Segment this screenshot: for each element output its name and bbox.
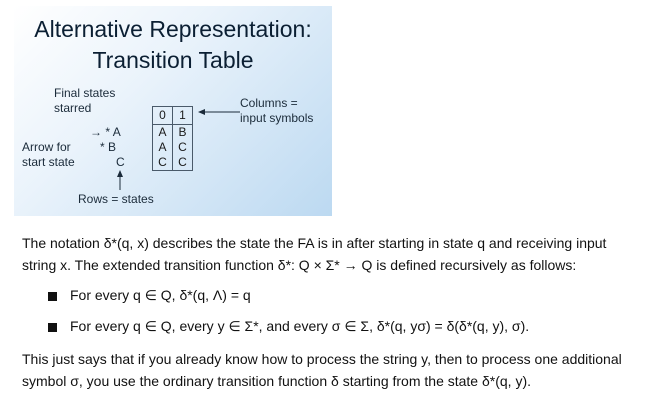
columns-line1: Columns = xyxy=(240,96,298,110)
bullet-icon xyxy=(48,292,57,301)
table-row xyxy=(153,140,193,155)
arrow-for-start-label xyxy=(22,140,75,170)
arrow-for-start-line2: start state xyxy=(22,155,75,169)
paragraph-explanation-line1: This just says that if you already know how to process the string y, then to process one additional xyxy=(22,351,622,367)
final-states-line1: Final states xyxy=(54,86,116,100)
table-cell: B xyxy=(173,125,193,141)
final-marker: * xyxy=(100,140,105,154)
rows-label: Rows = states xyxy=(78,192,154,206)
transition-table xyxy=(152,106,193,171)
paragraph-notation-line1: The notation δ*(q, x) describes the state the FA is in after starting in state q and receiving input xyxy=(22,235,607,251)
paragraph-explanation xyxy=(22,348,622,392)
row-label-A xyxy=(90,125,121,140)
bullet-icon xyxy=(48,323,57,332)
row-state-A: A xyxy=(112,125,121,139)
row-label-B xyxy=(100,140,116,155)
paragraph-notation xyxy=(22,232,606,276)
rows-arrow-icon xyxy=(115,170,125,190)
header-cell: 0 xyxy=(153,107,173,125)
columns-line2: input symbols xyxy=(240,111,314,125)
table-row xyxy=(153,155,193,171)
table-cell: A xyxy=(153,140,173,155)
slide-title-line1: Alternative Representation: xyxy=(34,16,312,42)
row-state-C: C xyxy=(116,155,125,169)
final-states-line2: starred xyxy=(54,101,92,115)
bullet-base-case: For every q ∈ Q, δ*(q, Λ) = q xyxy=(70,287,251,303)
start-final-marker: → * xyxy=(90,125,111,139)
slide-title-line2: Transition Table xyxy=(92,47,254,73)
arrow-for-start-line1: Arrow for xyxy=(22,140,71,154)
slide-image xyxy=(14,6,332,216)
table-cell: C xyxy=(173,155,193,171)
table-header-row xyxy=(153,107,193,125)
columns-label xyxy=(240,96,313,126)
table-cell: C xyxy=(153,155,173,171)
bullet-recursive-case: For every q ∈ Q, every y ∈ Σ*, and every σ ∈ Σ, δ*(q, yσ) = δ(δ*(q, y), σ). xyxy=(70,318,530,334)
slide-title xyxy=(14,14,332,76)
table-cell: A xyxy=(153,125,173,141)
header-cell: 1 xyxy=(173,107,193,125)
table-row xyxy=(153,125,193,141)
table-cell: C xyxy=(173,140,193,155)
paragraph-explanation-line2: symbol σ, you use the ordinary transition function δ starting from the state δ*(q, y). xyxy=(22,373,532,389)
final-states-label xyxy=(54,86,115,116)
row-label-C xyxy=(116,155,125,170)
row-state-B: B xyxy=(108,140,117,154)
columns-arrow-icon xyxy=(198,107,242,117)
paragraph-notation-line2: string x. The extended transition function δ*: Q × Σ* → Q is defined recursively as follows: xyxy=(22,257,577,273)
